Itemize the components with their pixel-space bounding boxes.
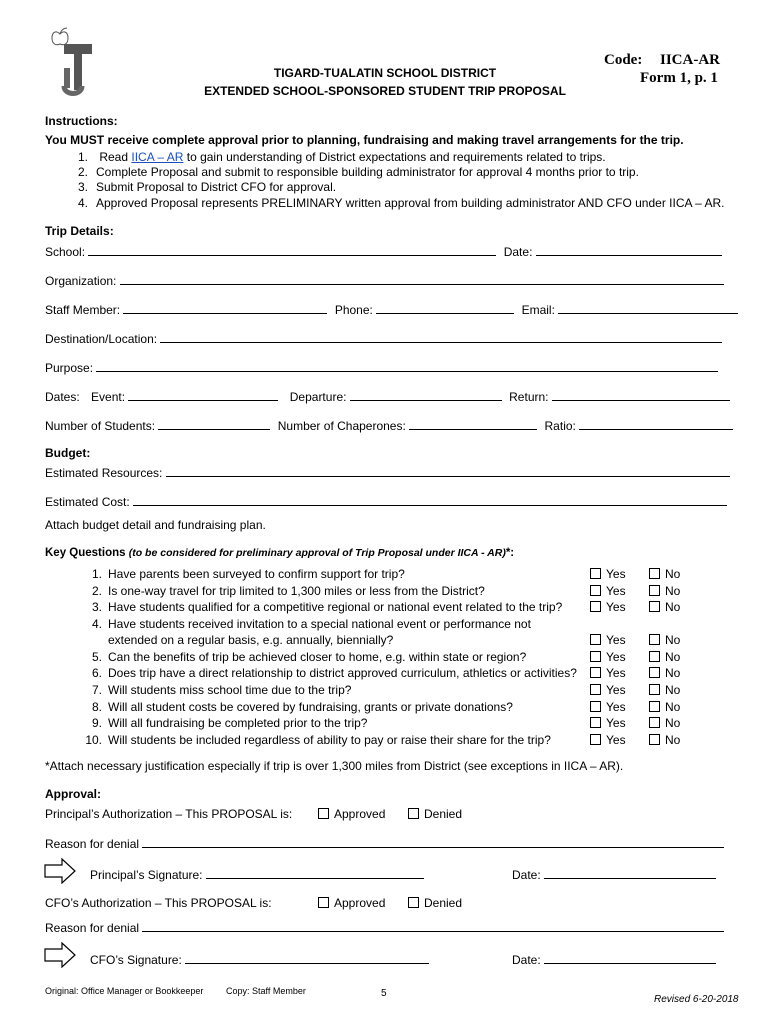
dates-row [45,389,725,405]
cfo-auth-label: CFO’s Authorization – This PROPOSAL is: [45,896,272,910]
denied-checkbox[interactable] [408,808,419,819]
key-questions-footnote: *Attach necessary justification especially if trip is over 1,300 miles from District (see exceptions in IICA – AR). [45,759,624,773]
yes-checkbox[interactable] [590,601,601,612]
key-question-item: 6. Does trip have a direct relationship to district approved curriculum, athletics or activities? [91,666,577,680]
cost-row [45,494,725,510]
arrow-right-icon [44,858,76,884]
yes-checkbox[interactable] [590,667,601,678]
district-name: TIGARD-TUALATIN SCHOOL DISTRICT [273,66,497,80]
resources-row [45,465,725,481]
phone-label: Phone: [334,303,373,317]
email-field[interactable] [558,302,738,314]
answer-yes-option[interactable]: Yes [590,733,626,747]
purpose-row [45,360,725,376]
no-checkbox[interactable] [649,568,660,579]
key-question-item: 3. Have students qualified for a competitive regional or national event related to the trip? [91,600,563,614]
answer-no-option[interactable]: No [649,600,680,614]
cfo-sig-label: CFO’s Signature: [90,953,182,967]
school-label: School: [45,245,86,259]
principal-approved-option[interactable]: Approved [318,807,385,821]
cost-label: Estimated Cost: [45,495,130,509]
instructions-heading: Instructions: [45,114,118,128]
yes-checkbox[interactable] [590,634,601,645]
no-checkbox[interactable] [649,634,660,645]
purpose-field[interactable] [96,360,718,372]
num-students-field[interactable] [158,418,270,430]
denied-checkbox[interactable] [408,897,419,908]
yes-checkbox[interactable] [590,717,601,728]
answer-no-option[interactable]: No [649,666,680,680]
answer-no-option[interactable]: No [649,633,680,647]
date-label: Date: [503,245,533,259]
email-label: Email: [521,303,555,317]
resources-label: Estimated Resources: [45,466,163,480]
resources-field[interactable] [166,465,730,477]
cfo-denied-option[interactable]: Denied [408,896,462,910]
cfo-sig-row [90,952,429,967]
arrow-right-icon [44,942,76,968]
approval-heading: Approval: [45,787,102,801]
iica-ar-link[interactable]: IICA – AR [131,150,184,164]
event-field[interactable] [128,389,278,401]
departure-label: Departure: [289,390,347,404]
cfo-date-field[interactable] [544,952,716,964]
num-students-label: Number of Students: [45,419,156,433]
no-checkbox[interactable] [649,651,660,662]
key-question-item: 7. Will students miss school time due to the trip? [91,683,352,697]
num-chaperones-field[interactable] [409,418,537,430]
staff-row [45,302,725,318]
principal-sig-label: Principal’s Signature: [90,868,203,882]
answer-no-option[interactable]: No [649,716,680,730]
reason-label: Reason for denial [45,921,140,935]
num-chaperones-label: Number of Chaperones: [277,419,406,433]
organization-label: Organization: [45,274,117,288]
key-question-item: 10. Will students be included regardless of ability to pay or raise their share for the trip? [85,733,551,747]
key-question-item: 9. Will all fundraising be completed prior to the trip? [91,716,368,730]
answer-no-option[interactable]: No [649,683,680,697]
principal-auth-label: Principal’s Authorization – This PROPOSAL is: [45,807,293,821]
key-question-continuation: extended on a regular basis, e.g. annually, biennially? [108,633,394,647]
reason-field[interactable] [142,836,724,848]
yes-checkbox[interactable] [590,651,601,662]
reason-field[interactable] [142,920,724,932]
destination-label: Destination/Location: [45,332,158,346]
approved-checkbox[interactable] [318,897,329,908]
return-field[interactable] [552,389,730,401]
answer-no-option[interactable]: No [649,650,680,664]
key-question-item: 8. Will all student costs be covered by fundraising, grants or private donations? [91,700,513,714]
cfo-sig-field[interactable] [185,952,429,964]
answer-yes-option[interactable]: Yes [590,683,626,697]
destination-row [45,331,725,347]
key-question-item: 1. Have parents been surveyed to confirm support for trip? [91,567,405,581]
no-checkbox[interactable] [649,585,660,596]
principal-sig-row [90,867,424,882]
principal-sig-field[interactable] [206,867,424,879]
event-label: Event: [91,390,126,404]
answer-no-option[interactable]: No [649,733,680,747]
no-checkbox[interactable] [649,717,660,728]
answer-yes-option[interactable]: Yes [590,716,626,730]
footer-original: Original: Office Manager or Bookkeeper [45,986,204,996]
yes-checkbox[interactable] [590,568,601,579]
departure-field[interactable] [350,389,502,401]
ratio-field[interactable] [579,418,733,430]
code-value: IICA-AR [660,52,720,68]
school-field[interactable] [88,244,496,256]
answer-yes-option[interactable]: Yes [590,600,626,614]
form-title: EXTENDED SCHOOL-SPONSORED STUDENT TRIP PROPOSAL [204,84,566,98]
revised-date: Revised 6-20-2018 [654,994,739,1005]
cfo-date-label: Date: [512,953,541,967]
organization-field[interactable] [120,273,724,285]
principal-denied-option[interactable]: Denied [408,807,462,821]
reason-label: Reason for denial [45,837,140,851]
trip-details-heading: Trip Details: [45,224,114,238]
instruction-item: 1. Read IICA – AR to gain understanding of District expectations and requirements related to trips. [78,150,606,164]
cfo-date-row [512,952,716,967]
answer-yes-option[interactable]: Yes [590,650,626,664]
key-question-item: 2. Is one-way travel for trip limited to 1,300 miles or less from the District? [91,584,485,598]
cfo-reason-row [45,920,725,936]
code-label: Code: [604,52,643,68]
key-question-item: 4. Have students received invitation to a special national event or performance not [91,617,531,631]
answer-yes-option[interactable]: Yes [590,700,626,714]
principal-date-row [512,867,716,882]
yes-checkbox[interactable] [590,684,601,695]
no-checkbox[interactable] [649,684,660,695]
principal-date-label: Date: [512,868,541,882]
answer-yes-option[interactable]: Yes [590,567,626,581]
date-field[interactable] [536,244,722,256]
no-checkbox[interactable] [649,667,660,678]
budget-heading: Budget: [45,446,91,460]
attach-note: Attach budget detail and fundraising plan. [45,518,266,532]
ratio-label: Ratio: [544,419,576,433]
form-page: Form 1, p. 1 [640,70,718,86]
staff-label: Staff Member: [45,303,121,317]
yes-checkbox[interactable] [590,701,601,712]
destination-field[interactable] [160,331,722,343]
organization-row [45,273,725,289]
instructions-must: You MUST receive complete approval prior to planning, fundraising and making travel arrangements for the trip. [45,133,684,147]
answer-no-option[interactable]: No [649,584,680,598]
cfo-approved-option[interactable]: Approved [318,896,385,910]
no-checkbox[interactable] [649,601,660,612]
no-checkbox[interactable] [649,701,660,712]
principal-date-field[interactable] [544,867,716,879]
approved-checkbox[interactable] [318,808,329,819]
answer-no-option[interactable]: No [649,700,680,714]
instruction-item: 2. Complete Proposal and submit to responsible building administrator for approval 4 months prior to trip. [78,165,639,179]
cost-field[interactable] [133,494,727,506]
no-checkbox[interactable] [649,734,660,745]
numbers-row [45,418,725,434]
answer-yes-option[interactable]: Yes [590,584,626,598]
answer-no-option[interactable]: No [649,567,680,581]
purpose-label: Purpose: [45,361,94,375]
key-question-item: 5. Can the benefits of trip be achieved closer to home, e.g. within state or region? [91,650,527,664]
dates-label: Dates: [45,390,80,404]
key-questions-heading: Key Questions (to be considered for preliminary approval of Trip Proposal under IICA - AR)*: [45,547,515,559]
footer-copy: Copy: Staff Member [226,986,306,996]
return-label: Return: [509,390,549,404]
yes-checkbox[interactable] [590,734,601,745]
yes-checkbox[interactable] [590,585,601,596]
answer-yes-option[interactable]: Yes [590,633,626,647]
staff-field[interactable] [123,302,327,314]
principal-reason-row [45,836,725,852]
instruction-item: 4. Approved Proposal represents PRELIMINARY written approval from building administrator AND CFO under IICA – AR. [78,196,725,210]
answer-yes-option[interactable]: Yes [590,666,626,680]
instruction-item: 3. Submit Proposal to District CFO for approval. [78,180,337,194]
phone-field[interactable] [376,302,514,314]
page-number: 5 [381,988,387,999]
school-row [45,244,725,260]
